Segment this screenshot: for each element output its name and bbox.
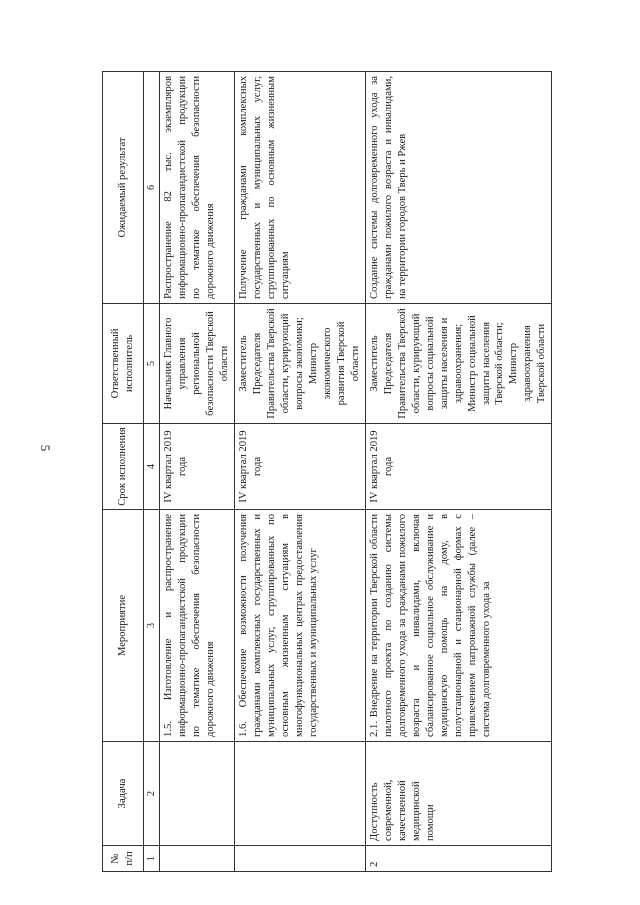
column-number: 3 <box>144 510 160 742</box>
page-number: 5 <box>38 444 53 452</box>
header-number: № п/п <box>103 846 144 872</box>
row-number <box>160 846 235 872</box>
result-cell: Распространение 82 тыс. экземпляров информационно-пропагандистской продукции по тематике обеспечения безопасности дорожного движения <box>160 72 235 304</box>
column-number: 2 <box>144 742 160 846</box>
row-number: 2 <box>365 846 552 872</box>
deadline-cell: IV квартал 2019 года <box>160 424 235 510</box>
column-number: 1 <box>144 846 160 872</box>
header-task: Задача <box>103 742 144 846</box>
task-cell <box>235 742 366 846</box>
result-cell: Получение гражданами комплексных государственных и муниципальных услуг, сгруппированных по основным жизненным ситуациям <box>235 72 366 304</box>
executor-cell: Заместитель Председателя Правительства Тверской области, курирующий вопросы экономики; Министр экономического развития Тверской области <box>235 304 366 424</box>
header-executor: Ответственный исполнитель <box>103 304 144 424</box>
header-deadline: Срок исполнения <box>103 424 144 510</box>
action-plan-table <box>102 71 552 872</box>
rotated-page <box>102 72 622 872</box>
executor-cell: Начальник Главного управления региональной безопасности Тверской области <box>160 304 235 424</box>
measure-cell: 2.1. Внедрение на территории Тверской области пилотного проекта по созданию системы долговременного ухода за гражданами пожилого возраста и инвалидами, включая сбалансированное социальное обслуживание и медицинскую помощь на дому, в полустационарной и стационарной формах с привлечением патронажной службы (далее – система долговременного ухода за <box>365 510 552 742</box>
executor-cell: Заместитель Председателя Правительства Тверской области, курирующий вопросы социальной защиты населения и здравоохранения; Министр социальной защиты населения Тверской области; Министр здравоохранения Тверской области <box>365 304 552 424</box>
row-number <box>235 846 366 872</box>
task-cell <box>160 742 235 846</box>
header-result: Ожидаемый результат <box>103 72 144 304</box>
table-header-row <box>103 72 144 872</box>
measure-cell: 1.6. Обеспечение возможности получения гражданами комплексных государственных и муниципальных услуг, сгруппированных по основным жизненным ситуациям в многофункциональных центрах предоставления государственных и муниципальных услуг <box>235 510 366 742</box>
column-number: 4 <box>144 424 160 510</box>
table-row <box>235 72 366 872</box>
column-numbers-row <box>144 72 160 872</box>
result-cell: Создание системы долговременного ухода за гражданами пожилого возраста и инвалидами, на территории городов Тверь и Ржев <box>365 72 552 304</box>
column-number: 5 <box>144 304 160 424</box>
table-row <box>160 72 235 872</box>
task-cell: Доступность современной, качественной медицинской помощи <box>365 742 552 846</box>
header-measure: Мероприятие <box>103 510 144 742</box>
deadline-cell: IV квартал 2019 года <box>365 424 552 510</box>
table-row <box>365 72 552 872</box>
deadline-cell: IV квартал 2019 года <box>235 424 366 510</box>
measure-cell: 1.5. Изготовление и распространение информационно-пропагандистской продукции по тематике обеспечения безопасности дорожного движения <box>160 510 235 742</box>
column-number: 6 <box>144 72 160 304</box>
